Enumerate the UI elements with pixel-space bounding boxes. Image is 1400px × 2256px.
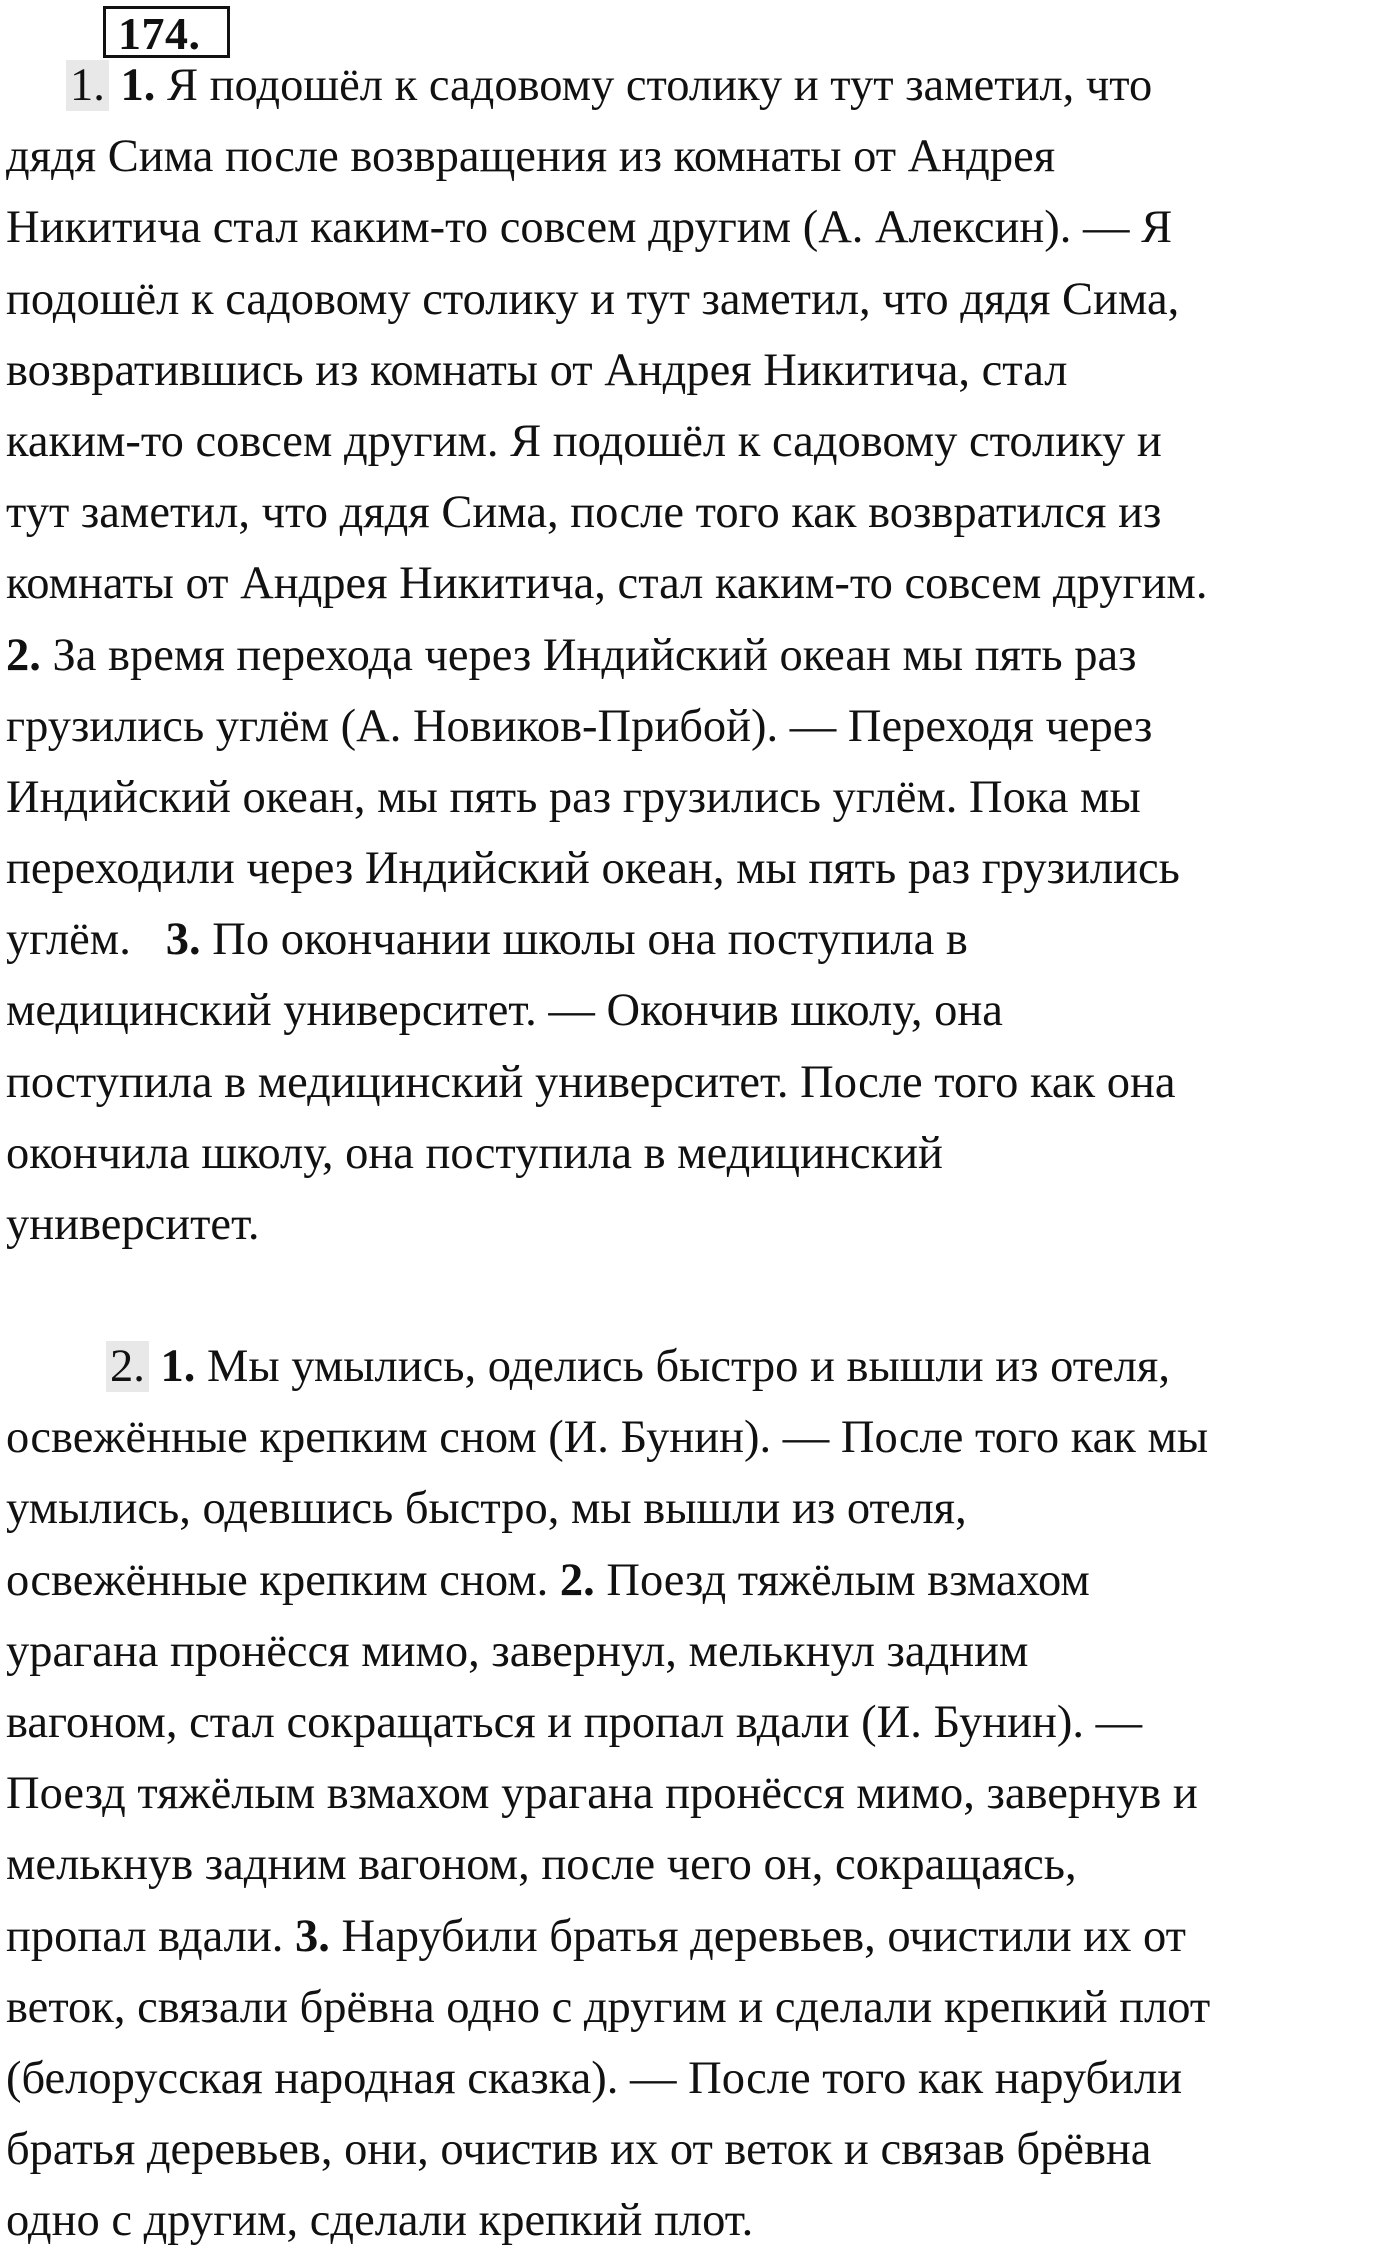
text-line: окончила школу, она поступила в медицинский xyxy=(6,1127,943,1179)
text-line: университет. xyxy=(6,1199,260,1250)
text-line: (белорусская народная сказка). — После того как нарубили xyxy=(6,2052,1183,2104)
text-line: дядя Сима после возвращения из комнаты от Андрея xyxy=(6,131,1056,183)
part-1 xyxy=(6,50,1400,1260)
text-line xyxy=(6,1331,1400,1402)
text-line: умылись, одевшись быстро, мы вышли из отеля, xyxy=(6,1483,967,1535)
text-line: Никитича стал каким-то совсем другим (А. Алексин). — Я xyxy=(6,202,1173,254)
sentence-number: 2. xyxy=(6,629,41,681)
text-line: урагана пронёсся мимо, завернул, мелькнул задним xyxy=(6,1625,1029,1677)
text-line xyxy=(6,620,1400,691)
text-line: братья деревьев, они, очистив их от веток и связав брёвна xyxy=(6,2124,1152,2176)
text-line-content: углём. xyxy=(6,914,131,966)
text-line: переходили через Индийский океан, мы пять раз грузились xyxy=(6,843,1180,895)
text-line-content: Поезд тяжёлым взмахом xyxy=(606,1554,1090,1606)
sentence-number: 1. xyxy=(160,1341,196,1392)
text-line: комнаты от Андрея Никитича, стал каким-то совсем другим. xyxy=(6,558,1208,610)
text-line: поступила в медицинский университет. После того как она xyxy=(6,1056,1176,1108)
text-line xyxy=(6,50,1400,121)
text-line: освежённые крепким сном (И. Бунин). — После того как мы xyxy=(6,1412,1209,1464)
text-line: Индийский океан, мы пять раз грузились углём. Пока мы xyxy=(6,771,1141,823)
sentence-number: 2. xyxy=(559,1554,595,1606)
part-1-marker: 1. xyxy=(66,60,109,111)
text-line-content: пропал вдали. xyxy=(6,1910,284,1962)
part-2-marker: 2. xyxy=(106,1341,149,1392)
text-line: подошёл к садовому столику и тут заметил, что дядя Сима, xyxy=(6,273,1180,325)
text-line: веток, связали брёвна одно с другим и сделали крепкий плот xyxy=(6,1981,1211,2033)
part-2 xyxy=(6,1331,1400,2256)
text-line xyxy=(6,1901,1400,1972)
text-line-content: По окончании школы она поступила в xyxy=(212,914,968,966)
exercise-number: 174. xyxy=(118,8,201,59)
text-line: одно с другим, сделали крепкий плот. xyxy=(6,2195,754,2247)
sentence-number: 1. xyxy=(120,60,156,111)
text-line-content: За время перехода через Индийский океан мы пять раз xyxy=(52,629,1137,681)
text-line: медицинский университет. — Окончив школу, она xyxy=(6,985,1003,1037)
text-line xyxy=(6,1545,1400,1616)
text-line: грузились углём (А. Новиков-Прибой). — Переходя через xyxy=(6,700,1153,752)
text-line: возвратившись из комнаты от Андрея Никитича, стал xyxy=(6,344,1068,396)
sentence-number: 3. xyxy=(295,1910,330,1962)
text-line: каким-то совсем другим. Я подошёл к садовому столику и xyxy=(6,415,1162,467)
text-line-content: освежённые крепким сном. xyxy=(6,1554,549,1606)
text-line-content: Я подошёл к садовому столику и тут заметил, что xyxy=(167,60,1153,111)
text-line-content: Нарубили братья деревьев, очистили их от xyxy=(341,1910,1186,1962)
text-line: вагоном, стал сокращаться и пропал вдали (И. Бунин). — xyxy=(6,1696,1143,1748)
text-line: тут заметил, что дядя Сима, после того как возвратился из xyxy=(6,487,1162,539)
text-line: мелькнув задним вагоном, после чего он, сокращаясь, xyxy=(6,1839,1077,1891)
text-line-content: Мы умылись, оделись быстро и вышли из отеля, xyxy=(207,1341,1170,1392)
sentence-number: 3. xyxy=(165,914,201,966)
text-line xyxy=(6,904,1400,975)
text-line: Поезд тяжёлым взмахом урагана пронёсся мимо, завернув и xyxy=(6,1768,1198,1820)
